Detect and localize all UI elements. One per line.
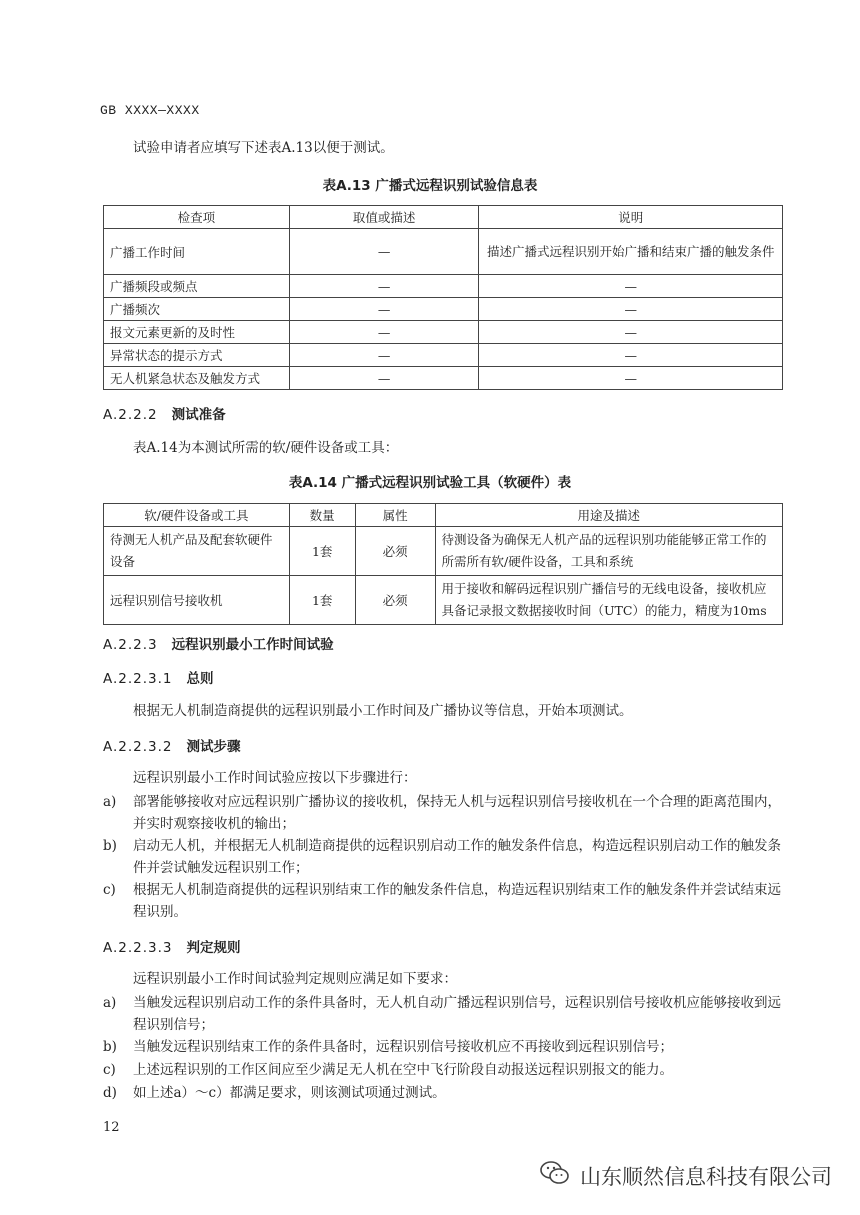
section-number: A.2.2.2: [103, 407, 158, 423]
table-cell: 广播频次: [104, 298, 290, 321]
list-text: 如上述a）～c）都满足要求，则该测试项通过测试。: [133, 1085, 446, 1101]
section-heading: [103, 403, 226, 423]
list-item: [103, 879, 783, 923]
section-title: 远程识别最小工作时间试验: [171, 637, 334, 653]
section-heading: [103, 633, 334, 653]
list-item: [103, 992, 783, 1036]
table-cell: —: [479, 275, 783, 298]
table-cell: 无人机紧急状态及触发方式: [104, 367, 290, 390]
table14-header: 用途及描述: [435, 504, 782, 527]
section-text: 根据无人机制造商提供的远程识别最小工作时间及广播协议等信息，开始本项测试。: [133, 703, 633, 719]
table13-header: 检查项: [104, 206, 290, 229]
table-cell: —: [289, 275, 479, 298]
table-a13: [103, 205, 783, 390]
section-number: A.2.2.3: [103, 637, 158, 653]
table-cell: 异常状态的提示方式: [104, 344, 290, 367]
table-cell: —: [289, 229, 479, 275]
section-text: 远程识别最小工作时间试验判定规则应满足如下要求：: [133, 971, 457, 987]
section-title: 测试步骤: [186, 739, 241, 755]
list-item: [103, 835, 783, 879]
table-cell: 待测设备为确保无人机产品的远程识别功能能够正常工作的所需所有软/硬件设备，工具和系统: [435, 527, 782, 576]
section-text: 表A.14为本测试所需的软/硬件设备或工具：: [133, 440, 399, 456]
table-cell: 1套: [289, 576, 355, 625]
list-marker: d): [103, 1085, 117, 1101]
section-title: 总则: [186, 671, 214, 687]
table13-caption: 表A.13 广播式远程识别试验信息表: [322, 178, 538, 194]
table13-header: 说明: [479, 206, 783, 229]
table-cell: —: [479, 321, 783, 344]
list-marker: c): [103, 1062, 116, 1078]
list-item: [103, 1082, 783, 1104]
list-item: [103, 1059, 783, 1081]
table-cell: 远程识别信号接收机: [104, 576, 290, 625]
wechat-icon: [540, 1160, 580, 1191]
page-number: 12: [103, 1120, 120, 1135]
list-marker: c): [103, 882, 116, 898]
table-cell: —: [479, 367, 783, 390]
table14-header: 属性: [355, 504, 435, 527]
watermark: [540, 1160, 832, 1191]
table14-header: 软/硬件设备或工具: [104, 504, 290, 527]
table-cell: 1套: [289, 527, 355, 576]
list-text: 当触发远程识别启动工作的条件具备时，无人机自动广播远程识别信号，远程识别信号接收机应能够接收到远程识别信号；: [133, 995, 781, 1033]
table-cell: —: [289, 344, 479, 367]
section-heading: [103, 667, 214, 687]
table-cell: 必须: [355, 527, 435, 576]
table-a14: [103, 503, 783, 625]
table-cell: 待测无人机产品及配套软硬件设备: [104, 527, 290, 576]
table-cell: 用于接收和解码远程识别广播信号的无线电设备，接收机应具备记录报文数据接收时间（UTC）的能力，精度为10ms: [435, 576, 782, 625]
list-text: 根据无人机制造商提供的远程识别结束工作的触发条件信息，构造远程识别结束工作的触发条件并尝试结束远程识别。: [133, 882, 781, 920]
section-title: 判定规则: [186, 940, 241, 956]
table-cell: —: [289, 367, 479, 390]
table14-header: 数量: [289, 504, 355, 527]
list-marker: a): [103, 794, 117, 810]
table-cell: —: [289, 298, 479, 321]
list-item: [103, 791, 783, 835]
table-cell: 必须: [355, 576, 435, 625]
list-text: 部署能够接收对应远程识别广播协议的接收机，保持无人机与远程识别信号接收机在一个合理的距离范围内，并实时观察接收机的输出；: [133, 794, 781, 832]
table13-header: 取值或描述: [289, 206, 479, 229]
table-cell: 报文元素更新的及时性: [104, 321, 290, 344]
table-cell: 描述广播式远程识别开始广播和结束广播的触发条件: [479, 229, 783, 275]
list-marker: a): [103, 995, 117, 1011]
section-number: A.2.2.3.2: [103, 739, 173, 755]
list-text: 启动无人机，并根据无人机制造商提供的远程识别启动工作的触发条件信息，构造远程识别启动工作的触发条件并尝试触发远程识别工作；: [133, 838, 781, 876]
list-marker: b): [103, 838, 117, 854]
list-text: 当触发远程识别结束工作的条件具备时，远程识别信号接收机应不再接收到远程识别信号；: [133, 1039, 673, 1055]
section-number: A.2.2.3.3: [103, 940, 173, 956]
table-cell: —: [289, 321, 479, 344]
list-marker: b): [103, 1039, 117, 1055]
section-heading: [103, 936, 241, 956]
section-title: 测试准备: [171, 407, 226, 423]
table-cell: —: [479, 344, 783, 367]
section-heading: [103, 735, 241, 755]
doc-id: GB XXXX—XXXX: [100, 103, 200, 118]
table-cell: 广播工作时间: [104, 229, 290, 275]
intro-text: 试验申请者应填写下述表A.13以便于测试。: [133, 140, 394, 156]
table-cell: 广播频段或频点: [104, 275, 290, 298]
table-cell: —: [479, 298, 783, 321]
list-text: 上述远程识别的工作区间应至少满足无人机在空中飞行阶段自动报送远程识别报文的能力。: [133, 1062, 673, 1078]
watermark-text: 山东顺然信息科技有限公司: [580, 1164, 832, 1189]
table14-caption: 表A.14 广播式远程识别试验工具（软硬件）表: [288, 475, 572, 491]
section-number: A.2.2.3.1: [103, 671, 173, 687]
list-item: [103, 1036, 783, 1058]
section-text: 远程识别最小工作时间试验应按以下步骤进行：: [133, 770, 417, 786]
